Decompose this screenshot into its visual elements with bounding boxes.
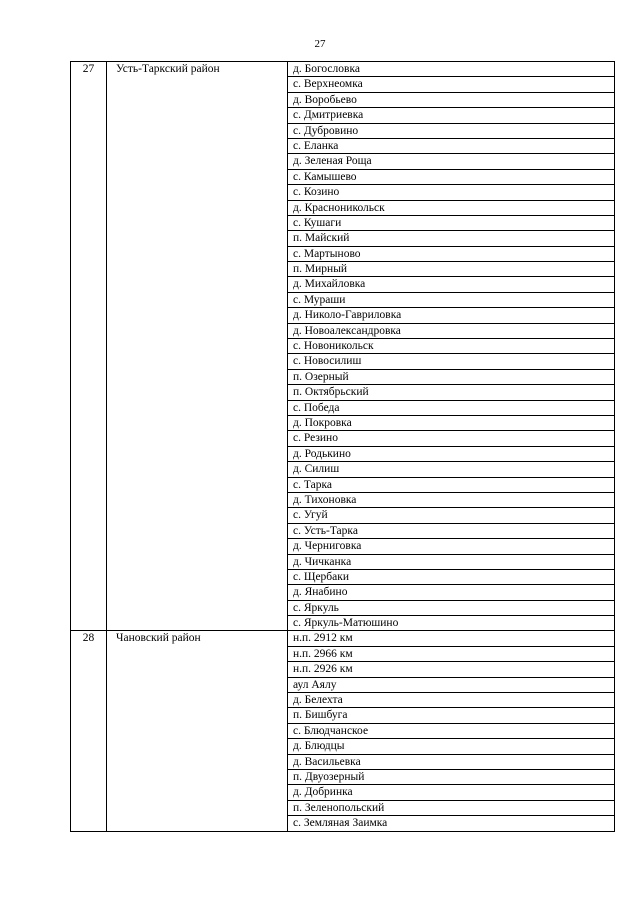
settlement-name: д. Михайловка [288,277,615,292]
district-number: 27 [71,62,107,631]
settlement-name: с. Блюдчанское [288,723,615,738]
settlement-name: н.п. 2912 км [288,631,615,646]
settlement-name: п. Октябрьский [288,385,615,400]
settlement-name: с. Камышево [288,169,615,184]
settlement-name: с. Земляная Заимка [288,816,615,831]
settlement-name: п. Майский [288,231,615,246]
settlement-name: п. Мирный [288,262,615,277]
table-row [71,631,615,646]
settlement-name: с. Мураши [288,292,615,307]
settlement-name: д. Белехта [288,693,615,708]
table-row [71,62,615,77]
page-number: 27 [314,38,326,50]
settlement-name: с. Щербаки [288,569,615,584]
settlement-name: д. Красноникольск [288,200,615,215]
settlement-name: с. Тарка [288,477,615,492]
settlement-name: д. Добринка [288,785,615,800]
settlement-name: с. Угуй [288,508,615,523]
settlement-name: с. Дубровино [288,123,615,138]
settlement-name: д. Воробьево [288,92,615,107]
settlement-name: д. Родькино [288,446,615,461]
settlement-name: с. Козино [288,185,615,200]
settlement-name: д. Янабино [288,585,615,600]
settlement-name: д. Покровка [288,415,615,430]
district-name: Усть-Таркский район [107,62,288,631]
settlement-name: с. Новоникольск [288,339,615,354]
settlement-name: д. Зеленая Роща [288,154,615,169]
settlement-name: д. Новоалександровка [288,323,615,338]
district-name: Чановский район [107,631,288,831]
settlement-name: с. Яркуль-Матюшино [288,616,615,631]
settlement-name: с. Резино [288,431,615,446]
settlement-name: д. Тихоновка [288,492,615,507]
settlement-name: д. Богословка [288,62,615,77]
settlements-table-body [71,62,615,832]
settlement-name: д. Блюдцы [288,739,615,754]
settlement-name: н.п. 2926 км [288,662,615,677]
settlement-name: д. Чичканка [288,554,615,569]
settlement-name: п. Зеленопольский [288,800,615,815]
settlement-name: п. Бишбуга [288,708,615,723]
settlement-name: д. Николо-Гавриловка [288,308,615,323]
settlement-name: п. Двуозерный [288,769,615,784]
district-number: 28 [71,631,107,831]
settlement-name: с. Новосилиш [288,354,615,369]
settlement-name: с. Кушаги [288,215,615,230]
settlement-name: д. Васильевка [288,754,615,769]
settlement-name: с. Усть-Тарка [288,523,615,538]
settlement-name: с. Победа [288,400,615,415]
settlement-name: н.п. 2966 км [288,646,615,661]
settlement-name: с. Верхнеомка [288,77,615,92]
settlement-name: д. Силиш [288,462,615,477]
settlement-name: с. Мартыново [288,246,615,261]
settlement-name: д. Черниговка [288,539,615,554]
settlement-name: п. Озерный [288,369,615,384]
settlement-name: аул Аялу [288,677,615,692]
settlement-name: с. Дмитриевка [288,108,615,123]
settlements-table [70,61,615,832]
settlement-name: с. Яркуль [288,600,615,615]
settlement-name: с. Еланка [288,138,615,153]
